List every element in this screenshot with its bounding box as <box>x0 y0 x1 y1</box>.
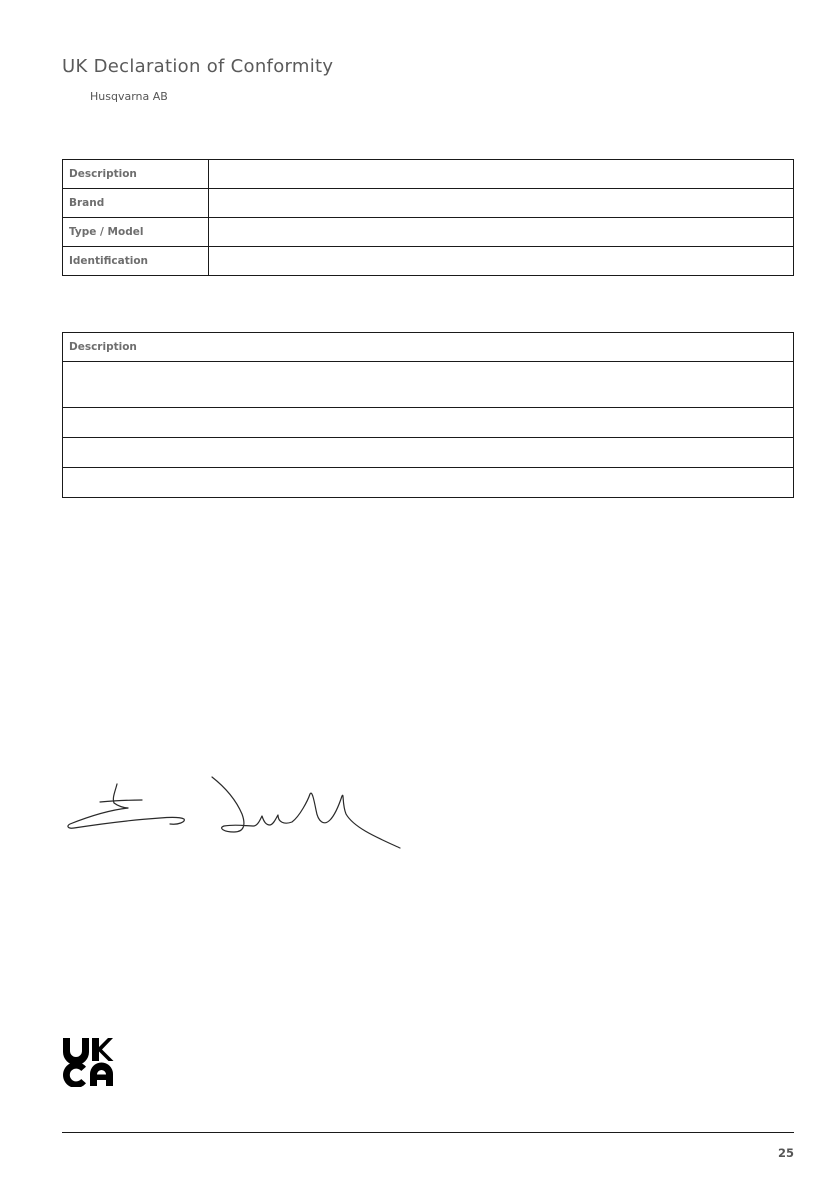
row-label-description: Description <box>63 160 209 189</box>
table-row <box>63 408 794 438</box>
row-value-type-model <box>209 218 794 247</box>
table-row <box>63 468 794 498</box>
product-info-table <box>62 159 794 276</box>
standards-table <box>62 332 794 498</box>
ukca-logo <box>62 1037 114 1087</box>
table-row <box>63 247 794 276</box>
row-label-brand: Brand <box>63 189 209 218</box>
standards-cell <box>63 468 794 498</box>
table-header-row <box>63 333 794 362</box>
table-row <box>63 218 794 247</box>
row-value-identification <box>209 247 794 276</box>
table-row <box>63 160 794 189</box>
page-title: UK Declaration of Conformity <box>62 56 334 77</box>
standards-header: Description <box>63 333 794 362</box>
standards-cell <box>63 438 794 468</box>
signature <box>60 770 410 855</box>
standards-cell <box>63 362 794 408</box>
table-row <box>63 362 794 408</box>
table-row <box>63 189 794 218</box>
footer-divider <box>62 1132 794 1133</box>
table-row <box>63 438 794 468</box>
row-value-brand <box>209 189 794 218</box>
page-number: 25 <box>777 1146 794 1160</box>
row-label-identification: Identification <box>63 247 209 276</box>
row-value-description <box>209 160 794 189</box>
manufacturer-name: Husqvarna AB <box>90 90 168 103</box>
row-label-type-model: Type / Model <box>63 218 209 247</box>
standards-cell <box>63 408 794 438</box>
